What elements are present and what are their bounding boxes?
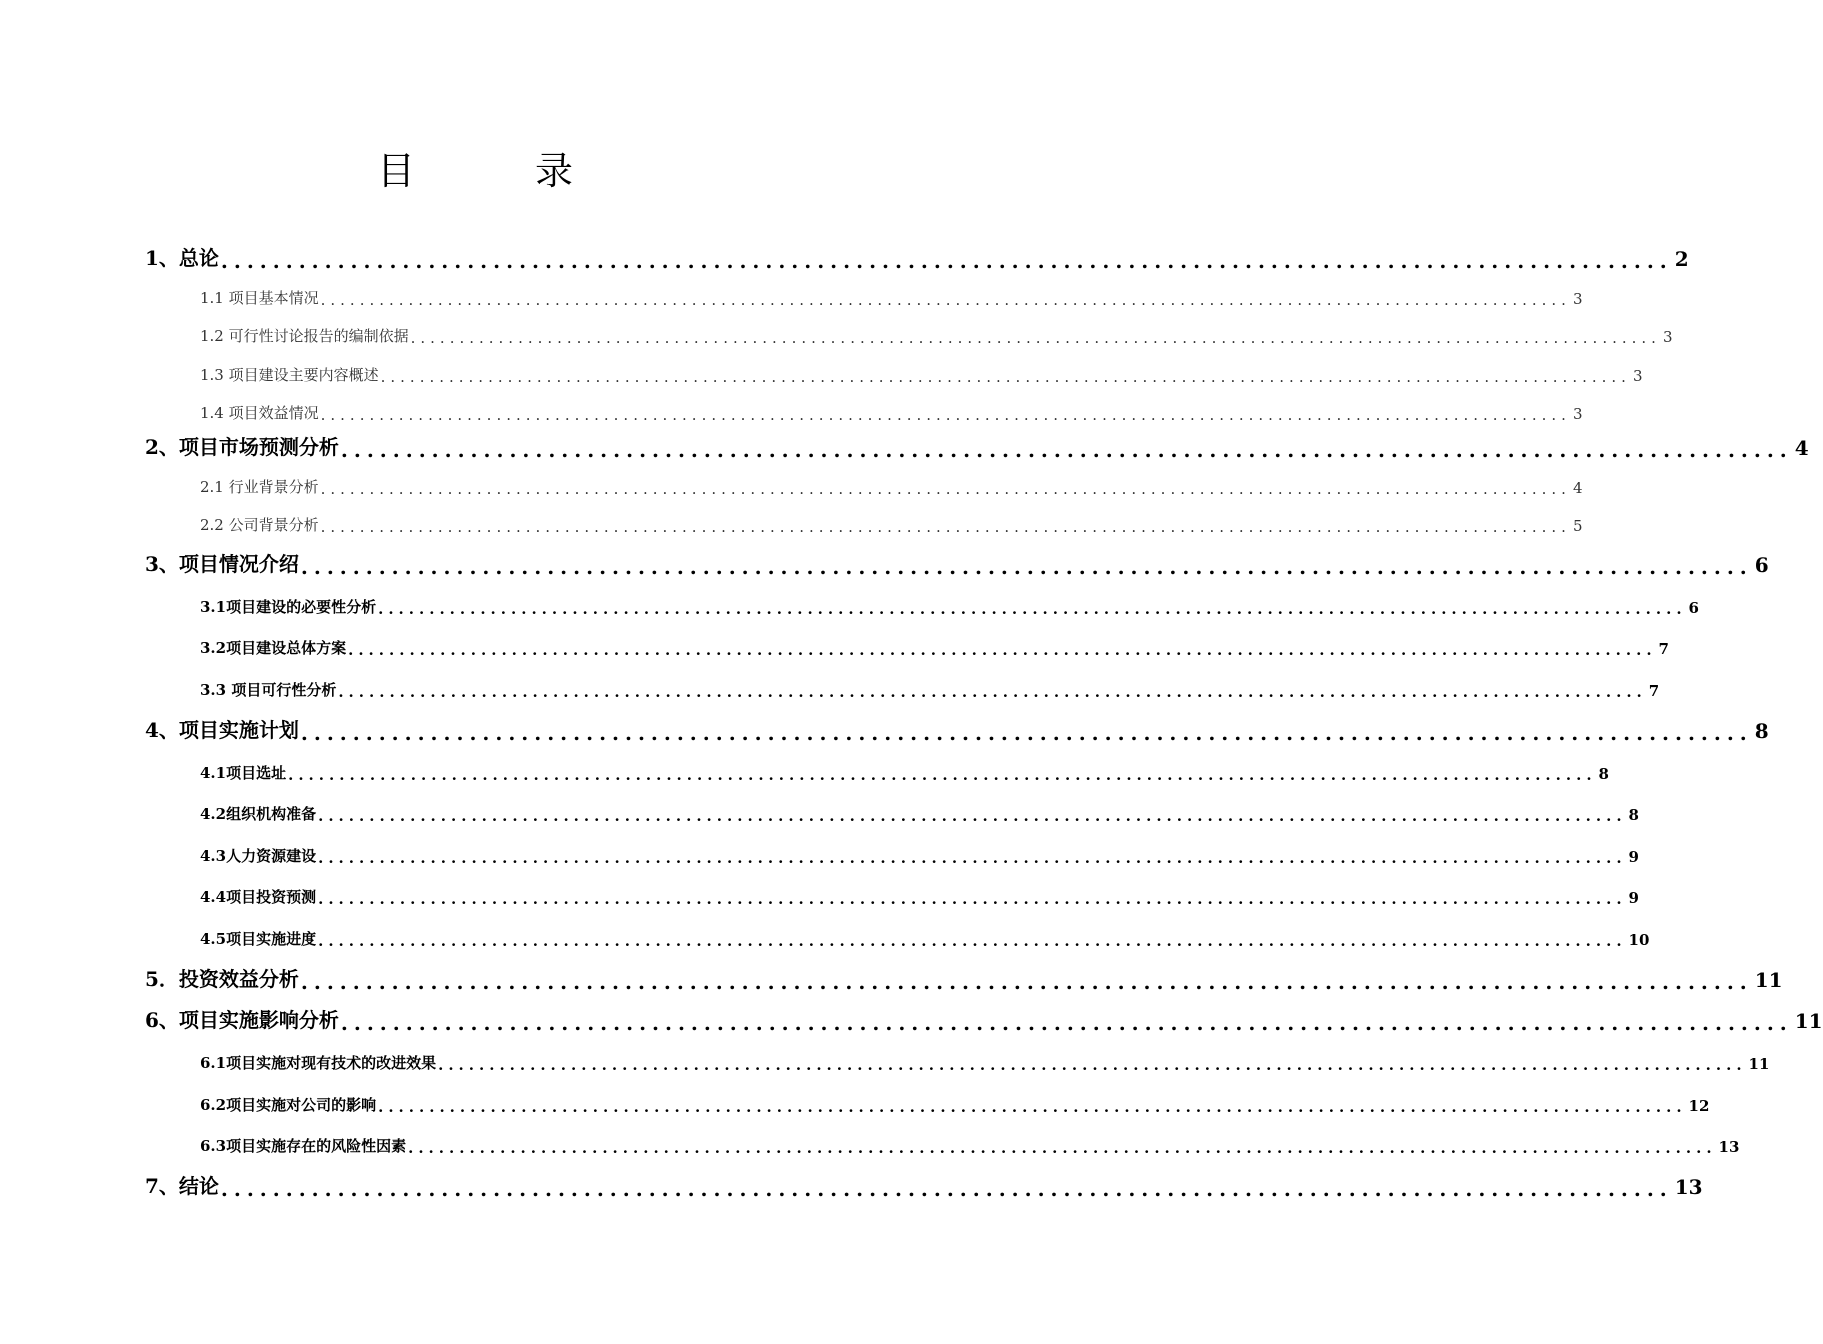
toc-entry-text: 6.1项目实施对现有技术的改进效果 xyxy=(200,1054,437,1072)
dot-leader: ................................................................................................................................ xyxy=(318,932,1627,950)
toc-entry-text: 1.2 可行性讨论报告的编制依据 xyxy=(200,327,409,345)
dot-leader: ................................................................................................................................ xyxy=(320,406,1571,424)
toc-entry-page: 3 xyxy=(1662,328,1673,346)
toc-entry-text: 2.1 行业背景分析 xyxy=(200,478,319,496)
toc-entry[interactable] xyxy=(200,286,1583,309)
toc-entry-text: 1.4 项目效益情况 xyxy=(200,404,319,422)
dot-leader: ................................................................................................................................ xyxy=(318,890,1627,908)
toc-entry-text: 4.3人力资源建设 xyxy=(200,847,317,865)
toc-entry-page: 9 xyxy=(1628,889,1639,907)
toc-entry-text: 4.1项目选址 xyxy=(200,764,287,782)
toc-entry-text: 3.2项目建设总体方案 xyxy=(200,639,347,657)
toc-entry-page: 7 xyxy=(1648,682,1660,700)
toc-entry-text: 4.2组织机构准备 xyxy=(200,805,317,823)
toc-entry[interactable] xyxy=(145,966,1783,994)
dot-leader: ................................................................................................................................ xyxy=(348,641,1657,659)
dot-leader: ................................................................................................................ xyxy=(300,555,1753,579)
dot-leader: ................................................................................................................ xyxy=(220,1177,1673,1201)
toc-entry[interactable] xyxy=(145,551,1769,579)
toc-entry[interactable] xyxy=(145,434,1809,462)
dot-leader: ................................................................................................................................ xyxy=(408,1139,1717,1157)
toc-title: 目 录 xyxy=(376,149,628,193)
toc-entry-text: 6.2项目实施对公司的影响 xyxy=(200,1096,377,1114)
toc-entry[interactable] xyxy=(145,245,1689,273)
toc-entry[interactable] xyxy=(200,761,1609,784)
dot-leader: ................................................................................................................ xyxy=(300,970,1753,994)
dot-leader: ................................................................................................................................ xyxy=(318,849,1627,867)
toc-entry-page: 3 xyxy=(1632,367,1643,385)
toc-entry[interactable] xyxy=(145,1007,1823,1035)
dot-leader: ................................................................................................................................ xyxy=(410,329,1661,347)
dot-leader: ................................................................................................................................ xyxy=(320,291,1571,309)
toc-entry-text: 4.4项目投资预测 xyxy=(200,888,317,906)
toc-entry[interactable] xyxy=(200,595,1699,618)
toc-entry-text: 2.2 公司背景分析 xyxy=(200,516,319,534)
toc-entry-text: 2、项目市场预测分析 xyxy=(145,435,339,459)
toc-entry[interactable] xyxy=(200,363,1643,386)
dot-leader: ................................................................................................................................ xyxy=(380,368,1631,386)
dot-leader: ................................................................................................................................ xyxy=(288,766,1597,784)
dot-leader: ................................................................................................................................ xyxy=(338,683,1647,701)
dot-leader: ................................................................................................................................ xyxy=(438,1056,1747,1074)
toc-entry-text: 5．投资效益分析 xyxy=(145,967,299,991)
toc-entry-page: 4 xyxy=(1794,436,1809,460)
toc-entry-text: 3.3 项目可行性分析 xyxy=(200,681,337,699)
dot-leader: ................................................................................................................ xyxy=(340,1011,1793,1035)
toc-entry[interactable] xyxy=(200,844,1639,867)
toc-entry-text: 7、结论 xyxy=(145,1174,219,1198)
dot-leader: ................................................................................................................................ xyxy=(320,480,1571,498)
toc-entry-text: 4.5项目实施进度 xyxy=(200,930,317,948)
dot-leader: ................................................................................................................ xyxy=(220,249,1673,273)
toc-entry-text: 4、项目实施计划 xyxy=(145,718,299,742)
toc-entry[interactable] xyxy=(200,636,1669,659)
toc-entry-page: 8 xyxy=(1628,806,1639,824)
toc-entry[interactable] xyxy=(200,802,1639,825)
toc-entry-text: 6.3项目实施存在的风险性因素 xyxy=(200,1137,407,1155)
toc-entry-page: 2 xyxy=(1674,247,1689,271)
toc-entry-page: 8 xyxy=(1598,765,1609,783)
toc-entry[interactable] xyxy=(200,678,1660,701)
toc-entry-page: 11 xyxy=(1748,1055,1770,1073)
toc-entry[interactable] xyxy=(200,324,1673,347)
toc-entry-text: 3、项目情况介绍 xyxy=(145,552,299,576)
toc-entry[interactable] xyxy=(200,1093,1710,1116)
toc-entry-page: 5 xyxy=(1572,517,1583,535)
toc-entry-text: 1.1 项目基本情况 xyxy=(200,289,319,307)
toc-entry-page: 11 xyxy=(1754,968,1783,992)
toc-entry[interactable] xyxy=(200,513,1583,536)
toc-entry-page: 10 xyxy=(1628,931,1650,949)
toc-entry[interactable] xyxy=(200,885,1639,908)
toc-entry-page: 6 xyxy=(1688,599,1699,617)
toc-entry-page: 3 xyxy=(1572,405,1583,423)
toc-entry-page: 11 xyxy=(1794,1009,1823,1033)
dot-leader: ................................................................................................................ xyxy=(340,438,1793,462)
toc-entry-page: 8 xyxy=(1754,719,1769,743)
toc-entry[interactable] xyxy=(145,717,1769,745)
toc-entry[interactable] xyxy=(200,1134,1740,1157)
toc-entry-page: 12 xyxy=(1688,1097,1710,1115)
dot-leader: ................................................................................................................................ xyxy=(378,600,1687,618)
toc-entry-text: 3.1项目建设的必要性分析 xyxy=(200,598,377,616)
toc-entry[interactable] xyxy=(200,1051,1770,1074)
toc-entry-text: 6、项目实施影响分析 xyxy=(145,1008,339,1032)
toc-entry[interactable] xyxy=(200,927,1650,950)
toc-entry-page: 6 xyxy=(1754,553,1769,577)
toc-entry-page: 7 xyxy=(1658,640,1669,658)
toc-entry-page: 13 xyxy=(1718,1138,1740,1156)
dot-leader: ................................................................................................................................ xyxy=(318,807,1627,825)
toc-entry-page: 4 xyxy=(1572,479,1583,497)
dot-leader: ................................................................................................................................ xyxy=(320,518,1571,536)
toc-entry-page: 3 xyxy=(1572,290,1583,308)
dot-leader: ................................................................................................................ xyxy=(300,721,1753,745)
toc-entry-page: 13 xyxy=(1674,1175,1703,1199)
toc-entry-text: 1、总论 xyxy=(145,246,219,270)
toc-entry[interactable] xyxy=(200,401,1583,424)
toc-entry-text: 1.3 项目建设主要内容概述 xyxy=(200,366,379,384)
toc-entry-page: 9 xyxy=(1628,848,1639,866)
dot-leader: ................................................................................................................................ xyxy=(378,1098,1687,1116)
toc-entry[interactable] xyxy=(200,475,1583,498)
toc-entry[interactable] xyxy=(145,1173,1703,1201)
